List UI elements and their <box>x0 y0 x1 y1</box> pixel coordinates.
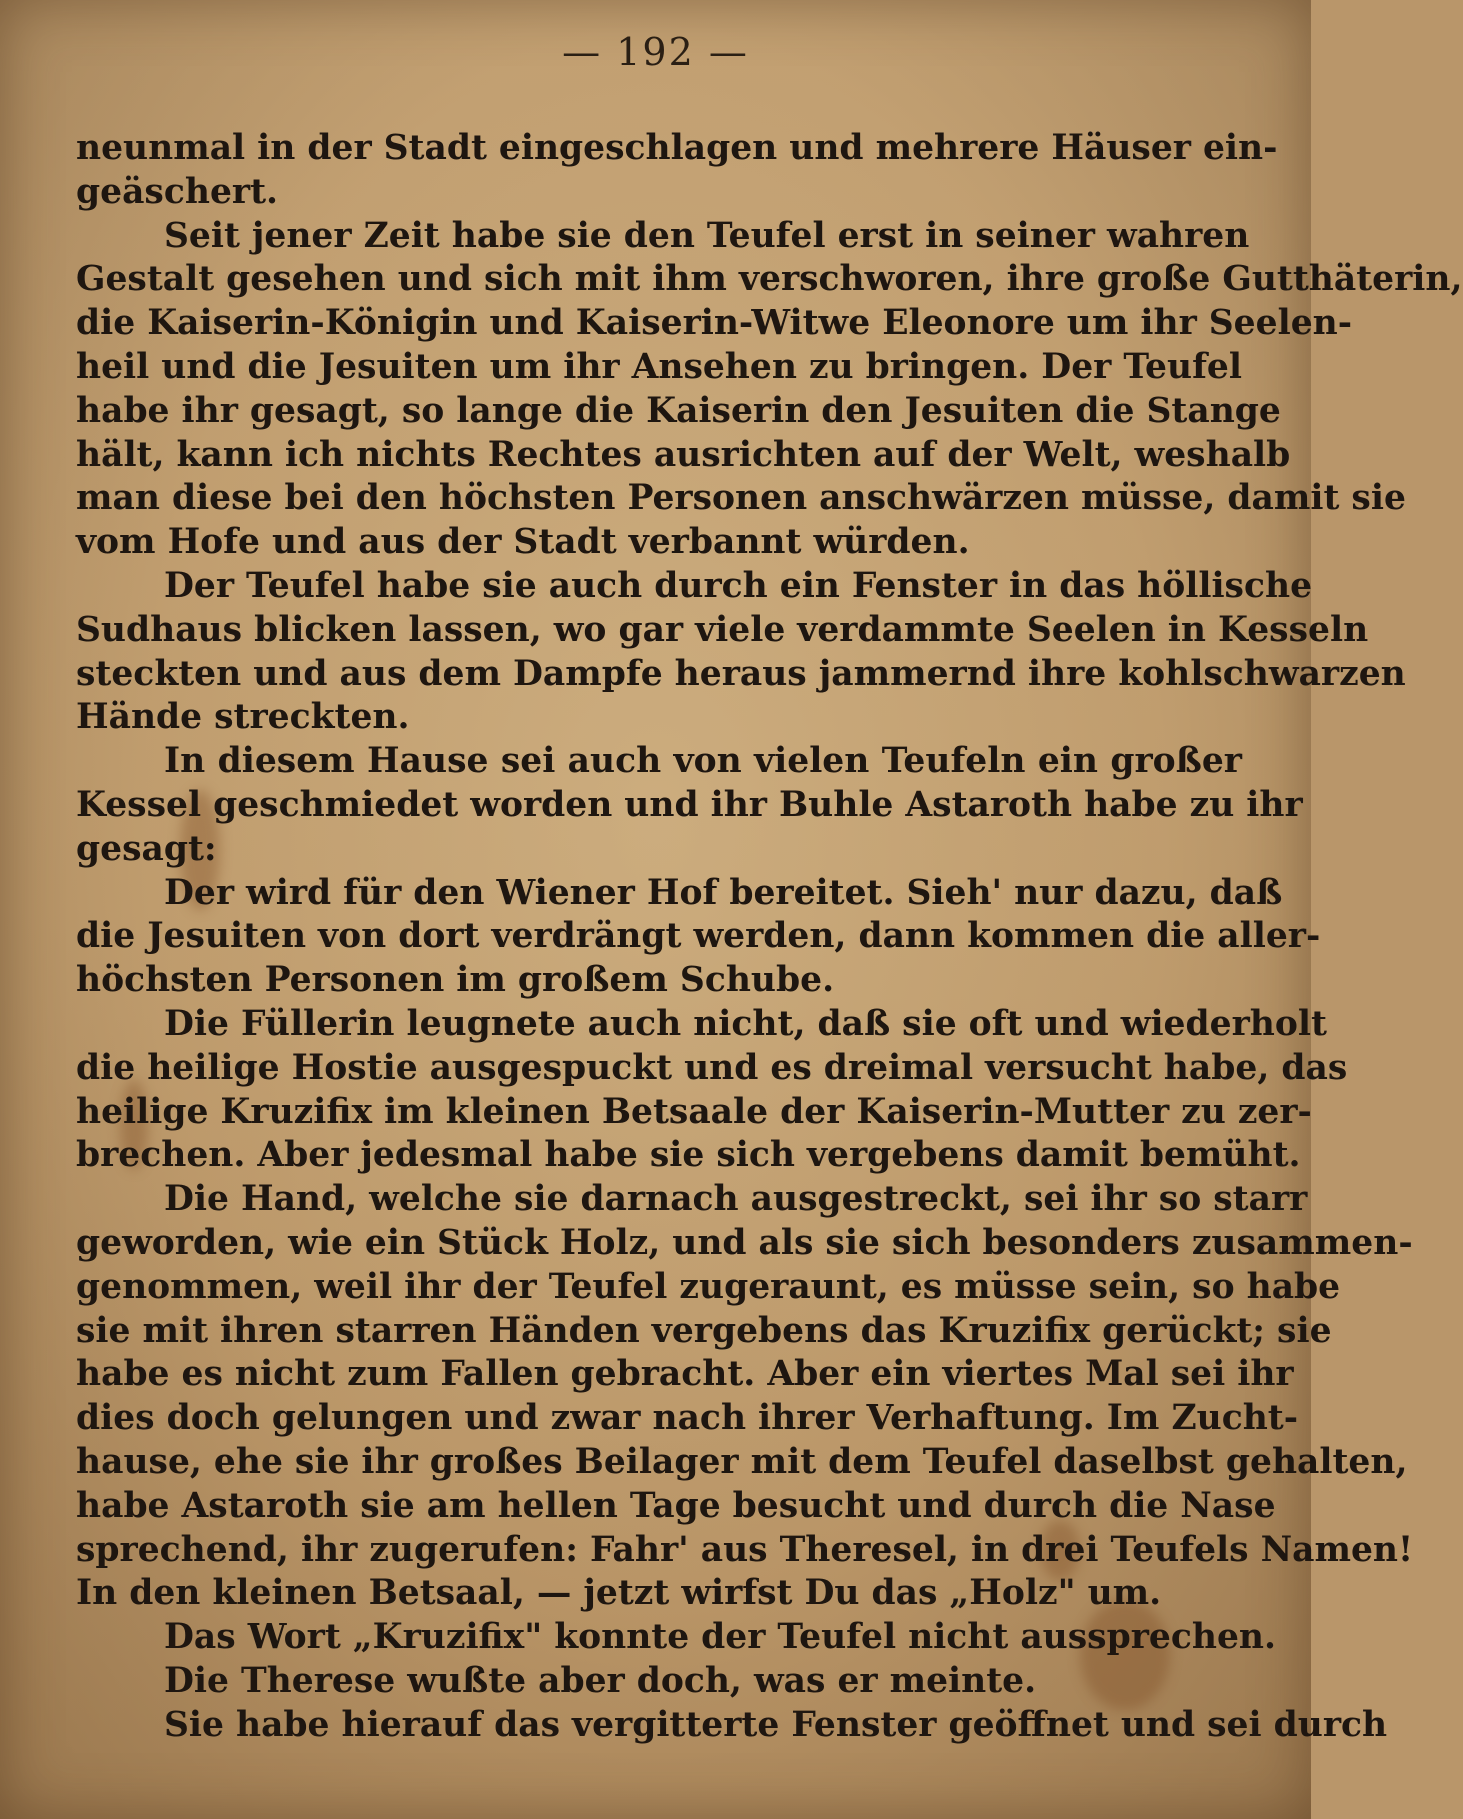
text-line: Die Hand, welche sie darnach ausgestreckt, sei ihr so starr <box>164 1179 1308 1220</box>
text-line: brechen. Aber jedesmal habe sie sich vergebens damit bemüht. <box>76 1135 1301 1176</box>
text-line: Der wird für den Wiener Hof bereitet. Sieh' nur dazu, daß <box>164 872 1283 913</box>
text-line: hause, ehe sie ihr großes Beilager mit dem Teufel daselbst gehalten, <box>76 1441 1408 1482</box>
text-line: Sudhaus blicken lassen, wo gar viele verdammte Seelen in Kesseln <box>76 609 1369 650</box>
text-line: vom Hofe und aus der Stadt verbannt würden. <box>76 522 970 563</box>
text-line: habe ihr gesagt, so lange die Kaiserin den Jesuiten die Stange <box>76 390 1281 431</box>
text-line: Gestalt gesehen und sich mit ihm verschworen, ihre große Gutthäterin, <box>76 259 1463 300</box>
text-line: sprechend, ihr zugerufen: Fahr' aus Theresel, in drei Teufels Namen! <box>76 1529 1414 1570</box>
text-line: heil und die Jesuiten um ihr Ansehen zu bringen. Der Teufel <box>76 346 1242 387</box>
text-line: genommen, weil ihr der Teufel zugeraunt, es müsse sein, so habe <box>76 1266 1341 1307</box>
text-line: Sie habe hierauf das vergitterte Fenster geöffnet und sei durch <box>164 1704 1388 1745</box>
text-line: man diese bei den höchsten Personen anschwärzen müsse, damit sie <box>76 478 1406 519</box>
text-line: Das Wort „Kruzifix" konnte der Teufel nicht aussprechen. <box>164 1617 1276 1658</box>
text-line: die Kaiserin-Königin und Kaiserin-Witwe Eleonore um ihr Seelen- <box>76 303 1353 344</box>
text-line: dies doch gelungen und zwar nach ihrer Verhaftung. Im Zucht- <box>76 1398 1299 1439</box>
text-line: Die Füllerin leugnete auch nicht, daß sie oft und wiederholt <box>164 1003 1327 1044</box>
text-line: sie mit ihren starren Händen vergebens das Kruzifix gerückt; sie <box>76 1310 1332 1351</box>
text-line: Seit jener Zeit habe sie den Teufel erst in seiner wahren <box>164 215 1250 256</box>
text-line: In diesem Hause sei auch von vielen Teufeln ein großer <box>164 741 1242 782</box>
text-line: die heilige Hostie ausgespuckt und es dreimal versucht habe, das <box>76 1047 1348 1088</box>
text-line: heilige Kruzifix im kleinen Betsaale der Kaiserin-Mutter zu zer- <box>76 1091 1312 1132</box>
text-line: Kessel geschmiedet worden und ihr Buhle Astaroth habe zu ihr <box>76 784 1303 825</box>
text-line: gesagt: <box>76 828 217 869</box>
body-text <box>76 127 1463 1747</box>
text-line: neunmal in der Stadt eingeschlagen und mehrere Häuser ein- <box>76 128 1278 168</box>
text-line: geäschert. <box>76 171 279 212</box>
text-line: habe es nicht zum Fallen gebracht. Aber ein viertes Mal sei ihr <box>76 1354 1294 1395</box>
page-number: — 192 — <box>562 30 749 74</box>
text-line: höchsten Personen im großem Schube. <box>76 960 835 1001</box>
text-line: hält, kann ich nichts Rechtes ausrichten auf der Welt, weshalb <box>76 434 1291 475</box>
text-line: steckten und aus dem Dampfe heraus jammernd ihre kohlschwarzen <box>76 653 1406 694</box>
text-line: habe Astaroth sie am hellen Tage besucht und durch die Nase <box>76 1485 1276 1526</box>
text-line: Der Teufel habe sie auch durch ein Fenster in das höllische <box>164 565 1313 606</box>
text-line: Die Therese wußte aber doch, was er meinte. <box>164 1660 1037 1701</box>
text-line: geworden, wie ein Stück Holz, und als sie sich besonders zusammen- <box>76 1222 1413 1263</box>
text-line: die Jesuiten von dort verdrängt werden, dann kommen die aller- <box>76 916 1321 957</box>
text-line: Hände streckten. <box>76 697 410 738</box>
text-line: In den kleinen Betsaal, — jetzt wirfst Du das „Holz" um. <box>76 1573 1162 1614</box>
